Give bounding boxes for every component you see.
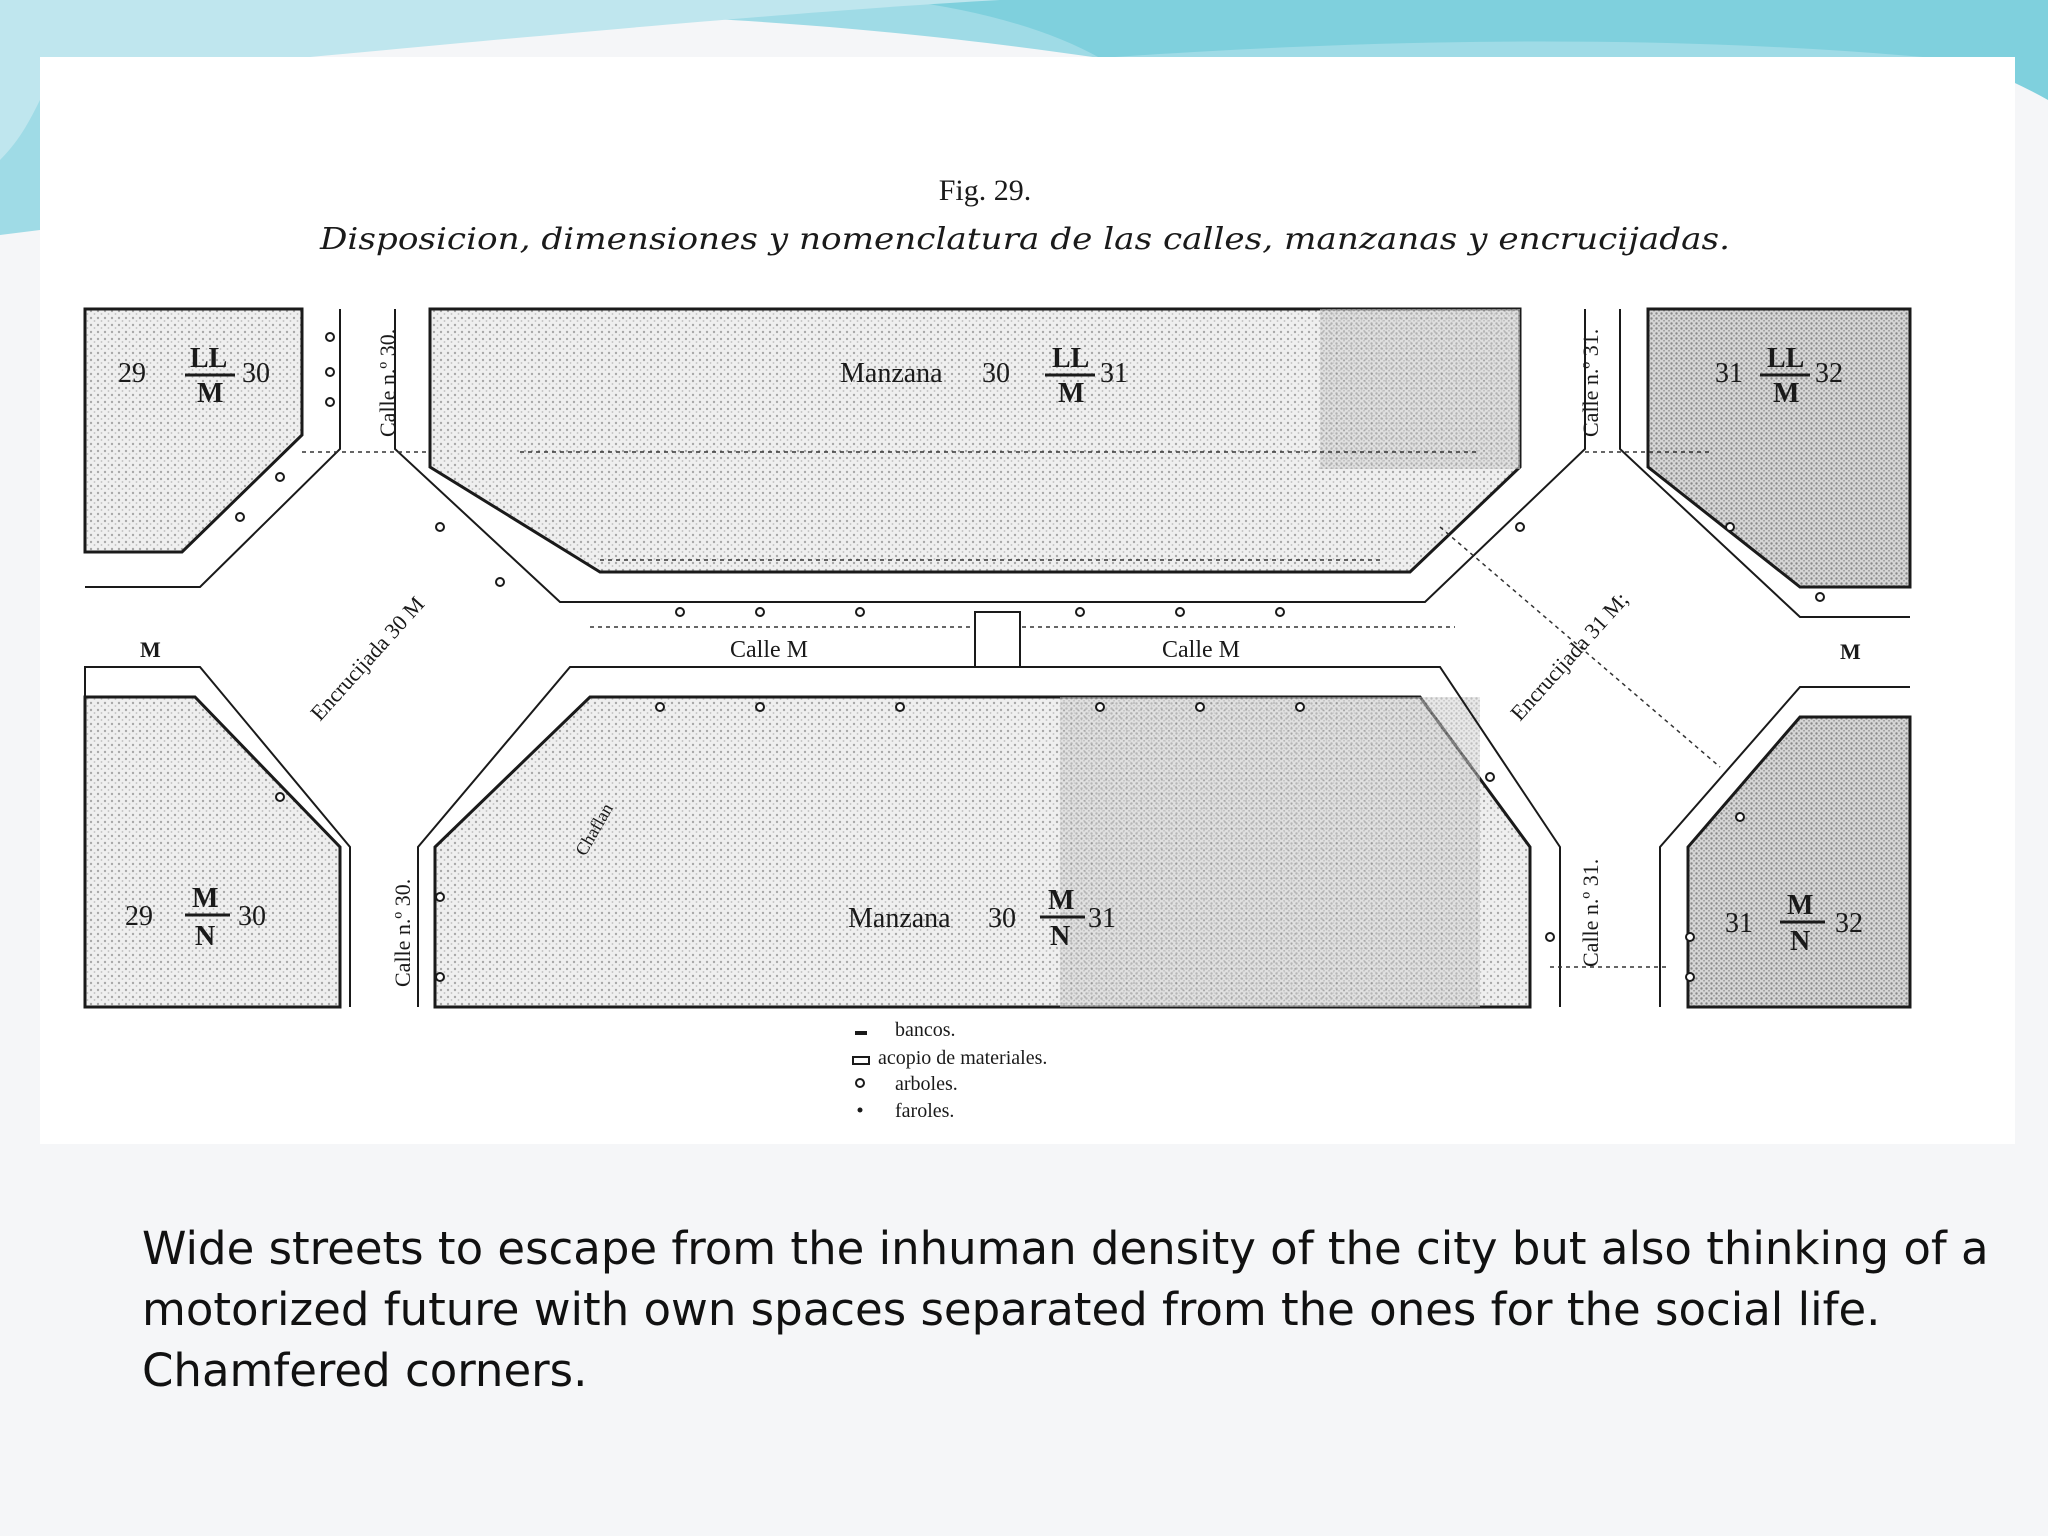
block-top-left-right: 30 <box>242 358 270 389</box>
block-bottom-left <box>85 697 340 1007</box>
block-top-center-prefix: Manzana <box>840 358 943 389</box>
caption-line-1: Wide streets to escape from the inhuman density of the city but also thinking of a <box>142 1222 1989 1275</box>
crossroad-label-31: Encrucijada 31 M; <box>1505 586 1634 726</box>
legend-lamp-label: faroles. <box>895 1100 955 1122</box>
block-bottom-right-left: 31 <box>1725 908 1753 939</box>
block-bottom-right-den: N <box>1790 926 1811 957</box>
block-top-left-den: M <box>197 378 224 409</box>
central-refuge <box>975 612 1020 667</box>
block-bottom-left-right: 30 <box>238 901 266 932</box>
block-bottom-right-num: M <box>1787 890 1814 921</box>
block-top-right-left: 31 <box>1715 358 1743 389</box>
street-label-calle-31-bottom: Calle n.º 31. <box>1578 858 1603 967</box>
figure-title: Disposicion, dimensiones y nomenclatura de las calles, manzanas y encrucijadas. <box>318 222 1731 257</box>
legend-tree-symbol <box>856 1079 864 1087</box>
block-bottom-center-num: M <box>1048 885 1075 916</box>
block-bottom-right-right: 32 <box>1835 908 1863 939</box>
block-top-center-left: 30 <box>982 358 1010 389</box>
block-top-center-right: 31 <box>1100 358 1128 389</box>
block-bottom-center-right: 31 <box>1088 903 1116 934</box>
crossroad-label-30: Encrucijada 30 M <box>305 591 430 726</box>
block-bottom-center-den: N <box>1050 921 1071 952</box>
legend-materials-symbol <box>853 1057 869 1064</box>
street-plan-drawing <box>40 57 2015 1144</box>
street-label-calle-m-left: Calle M <box>730 637 808 663</box>
legend-bench-symbol <box>855 1031 867 1035</box>
block-bottom-left-den: N <box>195 921 216 952</box>
legend-materials-label: acopio de materiales. <box>878 1047 1048 1069</box>
legend <box>853 1019 1047 1122</box>
legend-bench-label: bancos. <box>895 1019 956 1041</box>
street-plan-figure <box>40 57 2015 1144</box>
chaflan-label: Chaflan <box>571 799 617 859</box>
block-bottom-center-left: 30 <box>988 903 1016 934</box>
street-label-calle-m-right: Calle M <box>1162 637 1240 663</box>
block-top-right-right: 32 <box>1815 358 1843 389</box>
street-label-m-left: M <box>140 637 161 662</box>
block-top-left-num: LL <box>190 343 228 374</box>
street-label-calle-30-top: Calle n.º 30. <box>375 328 400 437</box>
block-bottom-right <box>1688 717 1910 1007</box>
legend-lamp-symbol <box>858 1108 863 1113</box>
block-top-center-den: M <box>1058 378 1085 409</box>
street-label-m-right: M <box>1840 639 1861 664</box>
caption-line-3: Chamfered corners. <box>142 1344 588 1397</box>
figure-label: Fig. 29. <box>938 174 1032 207</box>
caption-line-2: motorized future with own spaces separated from the ones for the social life. <box>142 1283 1881 1336</box>
block-top-center-num: LL <box>1052 343 1090 374</box>
block-top-right-den: M <box>1773 378 1800 409</box>
legend-tree-label: arboles. <box>895 1073 958 1095</box>
block-top-right-num: LL <box>1767 343 1805 374</box>
street-label-calle-31-top: Calle n.º 31. <box>1578 328 1603 437</box>
block-bottom-left-num: M <box>192 883 219 914</box>
block-bottom-center-prefix: Manzana <box>848 903 951 934</box>
block-top-left-left: 29 <box>118 358 146 389</box>
street-label-calle-30-bottom: Calle n.º 30. <box>390 878 415 987</box>
block-bottom-left-left: 29 <box>125 901 153 932</box>
